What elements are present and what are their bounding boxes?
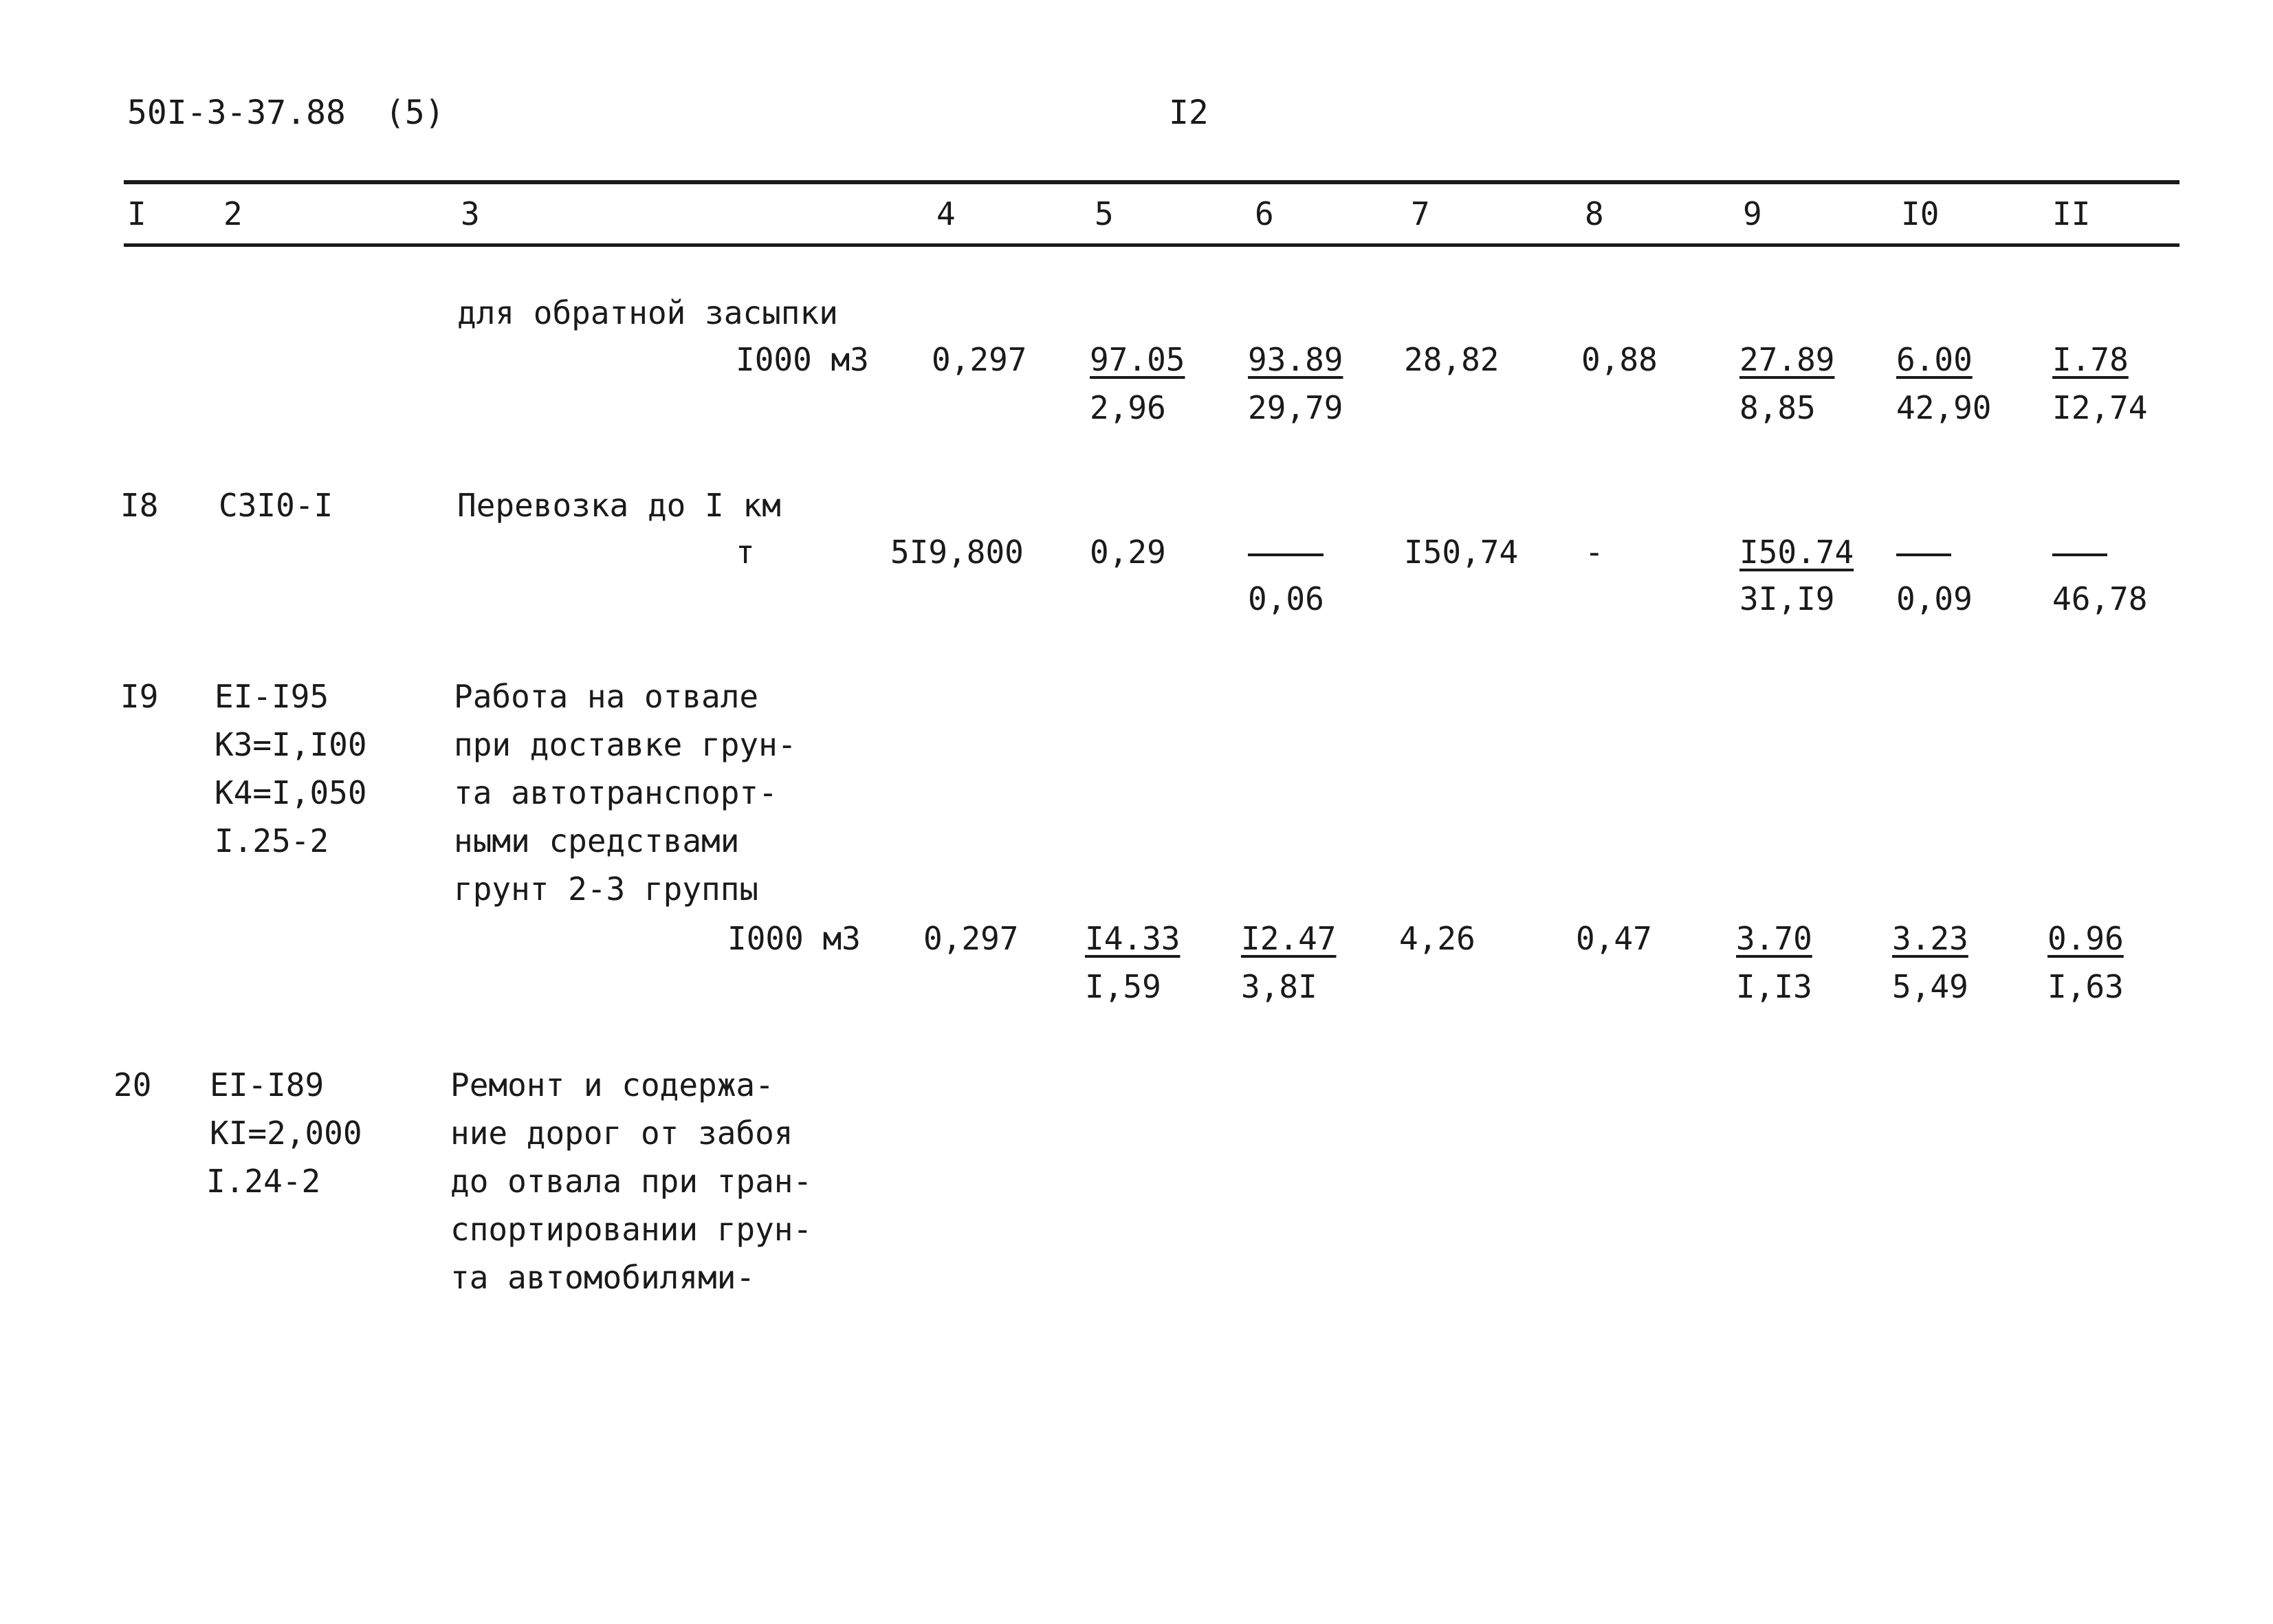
col11-bottom: 46,78 — [2052, 580, 2148, 617]
work-name-line: та автотранспорт- — [454, 774, 778, 811]
norm-code-line: K3=I,I00 — [215, 726, 367, 763]
table-top-rule — [124, 180, 2179, 184]
row-number: I8 — [120, 487, 159, 524]
norm-code-line: K4=I,050 — [215, 774, 367, 811]
col11-top — [2052, 536, 2107, 568]
work-name-line: для обратной засыпки — [457, 294, 838, 331]
col9-top: I50.74 — [1739, 534, 1854, 571]
work-name-line: ние дорог от забоя — [450, 1115, 793, 1152]
norm-code-line: C3I0-I — [219, 487, 333, 524]
col6-bottom: 3,8I — [1241, 968, 1317, 1005]
column-header-11: II — [2052, 195, 2091, 232]
col5-top: 97.05 — [1090, 341, 1185, 378]
col9-bottom: 3I,I9 — [1739, 580, 1835, 617]
column-header-2: 2 — [223, 195, 243, 232]
dash-mark — [1248, 553, 1324, 556]
column-header-5: 5 — [1095, 195, 1114, 232]
quantity-cell: 0,297 — [923, 920, 1019, 957]
column-header-6: 6 — [1255, 195, 1274, 232]
col7-cell: 28,82 — [1404, 341, 1500, 378]
work-name-line: Работа на отвале — [454, 678, 759, 715]
unit-cell: I000 м3 — [736, 341, 869, 378]
norm-code-line: I.24-2 — [206, 1163, 321, 1200]
column-header-10: I0 — [1901, 195, 1940, 232]
col11-bottom: I2,74 — [2052, 389, 2148, 426]
work-name-line: до отвала при тран- — [450, 1163, 813, 1200]
unit-cell: т — [736, 534, 755, 571]
col6-bottom: 29,79 — [1248, 389, 1343, 426]
column-header-1: I — [127, 195, 146, 232]
col6-top: 93.89 — [1248, 341, 1343, 378]
work-name-line: та автомобилями- — [450, 1259, 756, 1296]
col5-top: 0,29 — [1090, 534, 1166, 571]
row-number: 20 — [113, 1066, 152, 1104]
col6-bottom: 0,06 — [1248, 580, 1324, 617]
col11-top: I.78 — [2052, 341, 2129, 378]
norm-code-line: I.25-2 — [215, 822, 329, 859]
col11-top: 0.96 — [2047, 920, 2124, 957]
col10-bottom: 5,49 — [1892, 968, 1968, 1005]
work-name-line: при доставке грун- — [454, 726, 797, 763]
dash-mark — [2052, 553, 2107, 556]
col11-bottom: I,63 — [2047, 968, 2124, 1005]
norm-code-line: EI-I89 — [210, 1066, 325, 1104]
col5-bottom: 2,96 — [1090, 389, 1166, 426]
col6-top — [1248, 536, 1324, 568]
column-header-7: 7 — [1411, 195, 1430, 232]
col8-cell: 0,47 — [1576, 920, 1652, 957]
document-code: 50I-3-37.88 — [127, 94, 346, 132]
col10-bottom: 0,09 — [1896, 580, 1973, 617]
row-number: I9 — [120, 678, 159, 715]
col9-bottom: I,I3 — [1736, 968, 1812, 1005]
col9-bottom: 8,85 — [1739, 389, 1816, 426]
col7-cell: I50,74 — [1404, 534, 1519, 571]
col9-top: 27.89 — [1739, 341, 1835, 378]
work-name-line: Ремонт и содержа- — [450, 1066, 774, 1104]
unit-cell: I000 м3 — [727, 920, 861, 957]
page-number: I2 — [1169, 94, 1209, 132]
col10-top: 3.23 — [1892, 920, 1968, 957]
document-part: (5) — [385, 94, 445, 132]
norm-code-line: KI=2,000 — [210, 1115, 362, 1152]
work-name-line: грунт 2-3 группы — [454, 870, 759, 908]
column-header-4: 4 — [936, 195, 956, 232]
col6-top: I2.47 — [1241, 920, 1337, 957]
col5-top: I4.33 — [1085, 920, 1181, 957]
col10-top: 6.00 — [1896, 341, 1973, 378]
column-header-9: 9 — [1743, 195, 1762, 232]
col8-cell: - — [1585, 534, 1604, 571]
col8-cell: 0,88 — [1581, 341, 1658, 378]
work-name-line: Перевозка до I км — [457, 487, 781, 524]
work-name-line: ными средствами — [454, 822, 740, 859]
col9-top: 3.70 — [1736, 920, 1812, 957]
column-header-3: 3 — [461, 195, 480, 232]
col5-bottom: I,59 — [1085, 968, 1161, 1005]
col10-bottom: 42,90 — [1896, 389, 1992, 426]
col7-cell: 4,26 — [1399, 920, 1475, 957]
dash-mark — [1896, 553, 1951, 556]
work-name-line: спортировании грун- — [450, 1211, 813, 1248]
column-header-8: 8 — [1585, 195, 1604, 232]
norm-code-line: EI-I95 — [215, 678, 329, 715]
col10-top — [1896, 536, 1951, 568]
quantity-cell: 5I9,800 — [890, 534, 1024, 571]
quantity-cell: 0,297 — [932, 341, 1027, 378]
table-header-rule — [124, 243, 2179, 247]
